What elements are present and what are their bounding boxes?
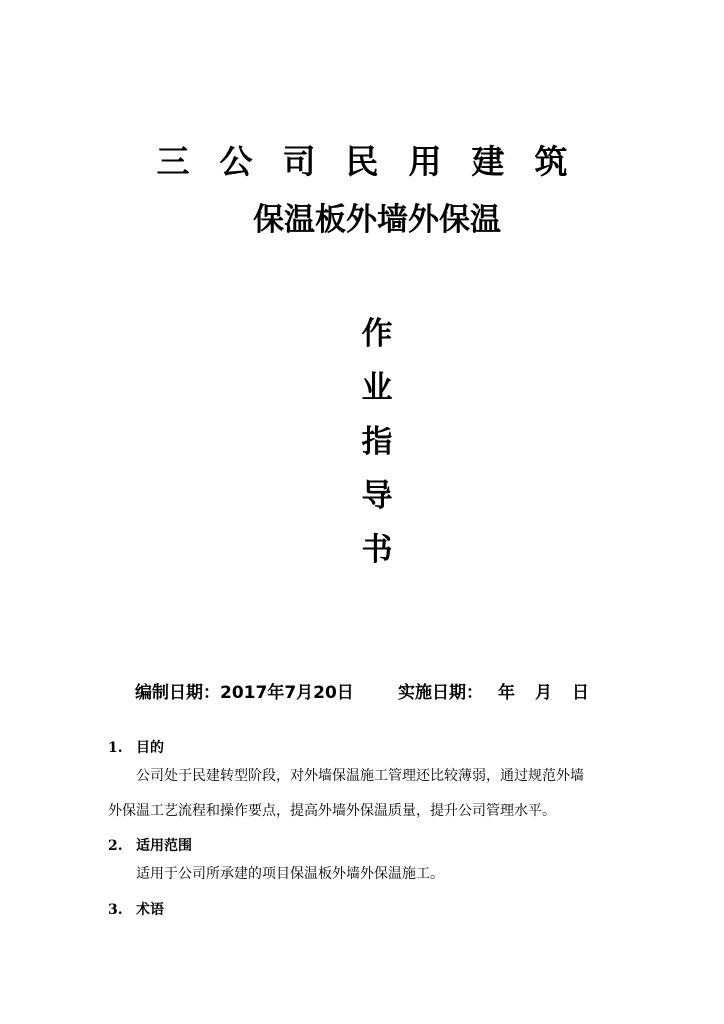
section-title: 术语 <box>136 902 164 918</box>
vertical-title-char: 作 <box>361 316 393 352</box>
compile-date-value: 2017年7月20日 <box>220 683 354 703</box>
main-title: 三公司民用建筑 <box>156 142 598 181</box>
section-number: 3. <box>108 902 123 918</box>
subtitle: 保温板外墙外保温 <box>253 202 501 238</box>
compile-date-label: 编制日期： <box>135 683 220 703</box>
paragraph-line: 适用于公司所承建的项目保温板外墙外保温施工。 <box>136 866 444 882</box>
section-heading-scope <box>108 835 192 857</box>
section-title: 适用范围 <box>136 838 192 854</box>
section-heading-purpose <box>108 737 164 759</box>
implement-date-label: 实施日期： <box>398 683 483 703</box>
implement-date-value <box>498 678 609 708</box>
vertical-title <box>352 312 402 582</box>
year-label: 年 <box>498 683 515 703</box>
vertical-title-char: 书 <box>361 532 393 568</box>
section-number: 2. <box>108 838 123 854</box>
paragraph-line: 外保温工艺流程和操作要点，提高外墙外保温质量，提升公司管理水平。 <box>108 803 556 819</box>
compile-date <box>135 678 354 708</box>
section-title: 目的 <box>136 740 164 756</box>
date-row <box>0 678 724 708</box>
paragraph-line: 公司处于民建转型阶段，对外墙保温施工管理还比较薄弱，通过规范外墙 <box>136 768 584 784</box>
section-number: 1. <box>108 740 123 756</box>
vertical-title-char: 导 <box>361 478 393 514</box>
vertical-title-char: 业 <box>361 370 393 406</box>
month-label: 月 <box>535 683 552 703</box>
section-heading-terms <box>108 899 164 921</box>
vertical-title-char: 指 <box>361 424 393 460</box>
day-label: 日 <box>572 683 589 703</box>
